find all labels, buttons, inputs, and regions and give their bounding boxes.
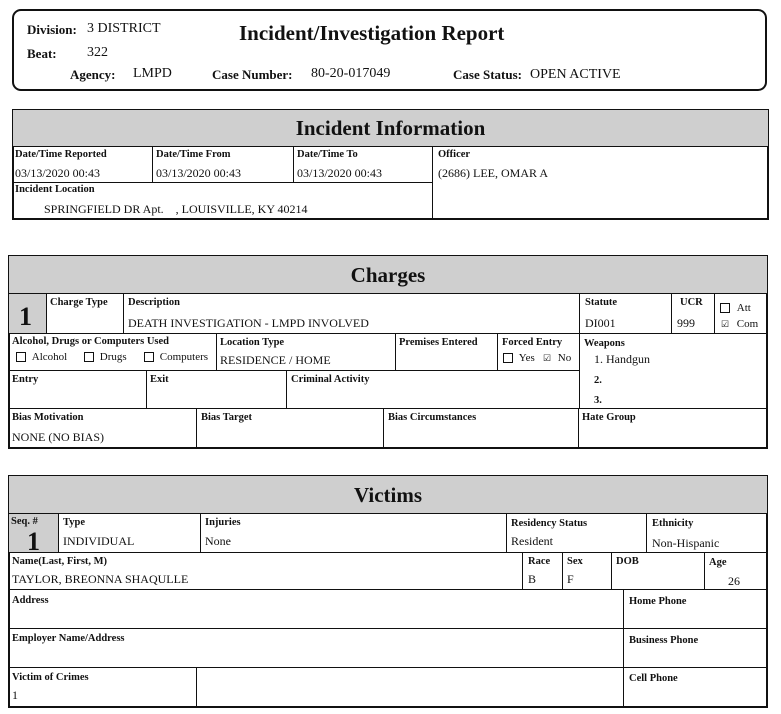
injuries-value: None [205, 534, 231, 548]
com-option [720, 318, 758, 330]
date-from-value: 03/13/2020 00:43 [156, 166, 242, 180]
forced-no-label: No [557, 352, 572, 364]
residency-value: Resident [511, 534, 553, 548]
home-phone-cell [623, 589, 768, 629]
victim-type-value: INDIVIDUAL [63, 534, 135, 548]
agency-value: LMPD [133, 66, 172, 81]
description-label: Description [128, 297, 180, 308]
charges-section-title: Charges [9, 256, 767, 294]
agency-label: Agency: [70, 67, 116, 82]
com-checkbox[interactable]: ☑ [720, 319, 730, 330]
location-value: SPRINGFIELD DR Apt. , LOUISVILLE, KY 40214 [44, 202, 308, 216]
cell-phone-label: Cell Phone [629, 673, 678, 684]
ethnicity-label: Ethnicity [652, 518, 694, 529]
computers-checkbox[interactable] [144, 352, 154, 362]
case-number-label: Case Number: [212, 67, 293, 82]
incident-section-title: Incident Information [13, 110, 768, 147]
sex-value: F [567, 572, 574, 586]
beat-value: 322 [87, 45, 108, 60]
date-to-label: Date/Time To [297, 149, 358, 160]
alcohol-option [16, 351, 67, 363]
premises-label: Premises Entered [399, 337, 478, 348]
address-label: Address [12, 595, 49, 606]
officer-label: Officer [438, 149, 471, 160]
ucr-label: UCR [680, 297, 703, 308]
alcohol-drugs-label: Alcohol, Drugs or Computers Used [12, 336, 170, 347]
victim-seq-number: 1 [27, 527, 40, 556]
drugs-option-label: Drugs [99, 351, 127, 363]
charge-seq-number: 1 [19, 302, 32, 331]
drugs-option [84, 351, 127, 363]
bias-motivation-label: Bias Motivation [12, 412, 84, 423]
injuries-label: Injuries [205, 517, 241, 528]
page-title: Incident/Investigation Report [239, 21, 505, 45]
business-phone-cell [623, 628, 768, 668]
victim-name-label: Name(Last, First, M) [12, 556, 108, 567]
weapons-label: Weapons [584, 338, 625, 349]
residency-label: Residency Status [511, 518, 588, 529]
victim-of-crimes-value: 1 [12, 688, 18, 702]
hate-group-label: Hate Group [582, 412, 636, 423]
business-phone-label: Business Phone [629, 635, 699, 646]
forced-yes-option [503, 352, 535, 364]
case-status-label: Case Status: [453, 67, 522, 82]
sex-label: Sex [567, 556, 583, 567]
date-to-value: 03/13/2020 00:43 [297, 166, 383, 180]
division-label: Division: [27, 22, 77, 37]
bias-circumstances-label: Bias Circumstances [388, 412, 477, 423]
injuries-cell [200, 513, 507, 553]
victim-seq-label: Seq. # [11, 516, 38, 527]
statute-value: DI001 [585, 316, 616, 330]
charge-type-label: Charge Type [50, 297, 108, 308]
case-number-value: 80-20-017049 [311, 66, 391, 81]
criminal-activity-label: Criminal Activity [291, 374, 370, 385]
location-label: Incident Location [15, 184, 95, 195]
att-checkbox[interactable] [720, 303, 730, 313]
age-label: Age [709, 557, 727, 568]
location-type-value: RESIDENCE / HOME [220, 353, 331, 367]
bias-target-label: Bias Target [201, 412, 253, 423]
ucr-value: 999 [677, 316, 695, 330]
forced-yes-label: Yes [518, 352, 535, 364]
bias-motivation-value: NONE (NO BIAS) [12, 430, 104, 444]
weapon-2: 2. [594, 375, 602, 386]
employer-label: Employer Name/Address [12, 633, 125, 644]
dob-label: DOB [616, 556, 639, 567]
forced-no-option [542, 352, 571, 364]
att-option [720, 302, 751, 314]
division-value: 3 DISTRICT [87, 21, 161, 36]
beat-label: Beat: [27, 46, 57, 61]
alcohol-checkbox[interactable] [16, 352, 26, 362]
race-value: B [528, 572, 537, 586]
victim-of-crimes-label: Victim of Crimes [12, 672, 89, 683]
date-from-label: Date/Time From [156, 149, 231, 160]
forced-yes-checkbox[interactable] [503, 353, 513, 363]
address-cell [8, 589, 624, 629]
computers-option [144, 351, 208, 363]
forced-no-checkbox[interactable]: ☑ [542, 353, 552, 364]
forced-entry-label: Forced Entry [502, 337, 563, 348]
date-reported-label: Date/Time Reported [15, 149, 107, 160]
computers-option-label: Computers [159, 351, 209, 363]
alcohol-option-label: Alcohol [31, 351, 68, 363]
statute-label: Statute [585, 297, 618, 308]
home-phone-label: Home Phone [629, 596, 687, 607]
race-label: Race [528, 556, 551, 567]
ethnicity-value: Non-Hispanic [652, 536, 720, 550]
case-status-value: OPEN ACTIVE [530, 67, 621, 82]
victim-crimes-extra-cell [196, 667, 624, 708]
victims-section-title: Victims [9, 476, 767, 514]
officer-value: (2686) LEE, OMAR A [438, 166, 548, 180]
weapon-1: 1. Handgun [594, 352, 650, 366]
entry-label: Entry [12, 374, 39, 385]
officer-cell [432, 146, 769, 220]
drugs-checkbox[interactable] [84, 352, 94, 362]
victim-name-value: TAYLOR, BREONNA SHAQULLE [12, 572, 189, 586]
description-value: DEATH INVESTIGATION - LMPD INVOLVED [128, 316, 369, 330]
com-label: Com [736, 318, 759, 330]
date-reported-value: 03/13/2020 00:43 [15, 166, 101, 180]
weapon-3: 3. [594, 395, 602, 406]
age-value: 26 [728, 574, 740, 588]
victim-type-label: Type [63, 517, 85, 528]
location-type-label: Location Type [220, 337, 285, 348]
att-label: Att [736, 302, 751, 314]
exit-label: Exit [150, 374, 169, 385]
